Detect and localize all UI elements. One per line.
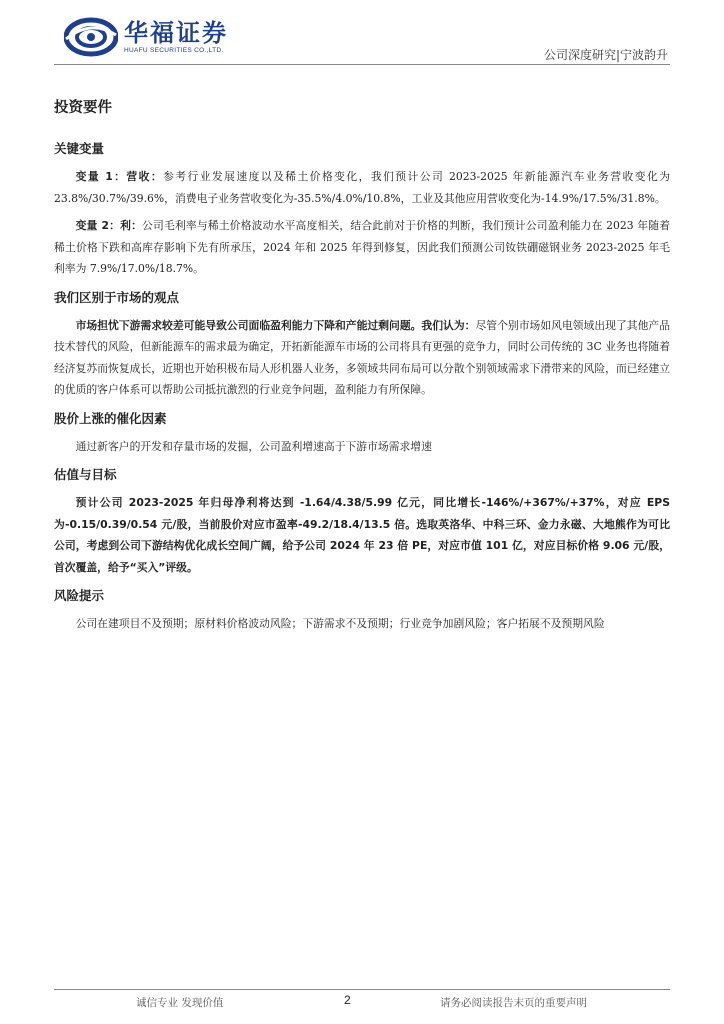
section-heading: 关键变量	[54, 141, 105, 156]
paragraph-lead: 市场担忧下游需求较差可能导致公司面临盈利能力下降和产能过剩问题。我们认为：	[75, 318, 476, 332]
main-content	[54, 96, 670, 643]
paragraph-risk: 公司在建项目不及预期；原材料价格波动风险；下游需求不及预期；行业竞争加剧风险；客户拓展不及预期风险	[75, 617, 605, 630]
paragraph-valuation: 预计公司 2023-2025 年归母净利将达到 -1.64/4.38/5.99 亿元，同比增长-146%/+367%/+37%，对应 EPS 为-0.15/0.39/0.54 元/股，当前股价对应市盈率-49.2/18.4/13.5 倍。选取英洛华、中科三环、金力永磁、大地熊作为可比公司，考虑到公司下游结构优化成长空间广阔，给予公司 2024 年 23 倍 PE，对应市值 101 亿，对应目标价格 9.06 元/股，首次覆盖，给予“买入”评级。	[54, 496, 670, 574]
logo-chinese-name: 华福证券	[124, 19, 228, 47]
paragraph-variable-2	[54, 215, 670, 280]
section-difference	[54, 288, 670, 401]
report-label: 公司深度研究|宁波韵升	[543, 48, 668, 62]
section-risk	[54, 586, 670, 635]
section-catalyst	[54, 409, 670, 458]
page-title: 投资要件	[54, 100, 112, 116]
paragraph-lead: 变量 1：营收：	[75, 170, 164, 183]
paragraph-difference	[54, 315, 670, 401]
footer-slogan: 诚信专业 发现价值	[136, 997, 224, 1009]
paragraph-variable-1	[54, 166, 670, 209]
section-valuation	[54, 465, 670, 578]
section-heading: 估值与目标	[54, 467, 117, 482]
section-heading: 股价上涨的催化因素	[54, 410, 167, 426]
section-heading: 我们区别于市场的观点	[54, 289, 180, 305]
section-key-variables	[54, 139, 670, 280]
company-logo	[64, 14, 264, 60]
paragraph-text: 公司毛利率与稀土价格波动水平高度相关，结合此前对于价格的判断，我们预计公司盈利能力在 2023 年随着稀土价格下跌和高库存影响下先有所承压，2024 年和 2025 年得到修复，因此我们预测公司钕铁硼磁钢业务 2023-2025 年毛利率为 7.9%/17.0%/18.7%。	[54, 219, 670, 275]
paragraph-lead: 变量 2：利：	[75, 219, 143, 232]
page-number: 2	[344, 993, 351, 1007]
huafu-logo-icon	[64, 17, 118, 57]
footer-disclaimer: 请务必阅读报告末页的重要声明	[440, 997, 587, 1009]
paragraph-text: 尽管个别市场如风电领域出现了其他产品技术替代的风险，但新能源车的需求最为确定，开拓新能源车市场的公司将具有更强的竞争力，同时公司传统的 3C 业务也将随着经济复苏而恢复成长，近期也开始积极布局人形机器人业务，多领域共同布局可以分散个别领域需求下滑带来的风险，而已经建立的优质的客户体系可以帮助公司抵抗激烈的行业竞争问题，盈利能力有所保障。	[54, 318, 671, 396]
paragraph-catalyst: 通过新客户的开发和存量市场的发掘，公司盈利增速高于下游市场需求增速	[75, 439, 432, 453]
footer-divider	[54, 989, 670, 990]
section-heading: 风险提示	[54, 588, 105, 603]
header-divider	[54, 64, 670, 65]
paragraph-text: 参考行业发展速度以及稀土价格变化，我们预计公司 2023-2025 年新能源汽车业务营收变化为 23.8%/30.7%/39.6%，消费电子业务营收变化为-35.5%/4.0%/10.8%，工业及其他应用营收变化为-14.9%/17.5%/31.8%。	[54, 170, 670, 205]
logo-english-name: HUAFU SECURITIES CO.,LTD.	[124, 47, 224, 54]
